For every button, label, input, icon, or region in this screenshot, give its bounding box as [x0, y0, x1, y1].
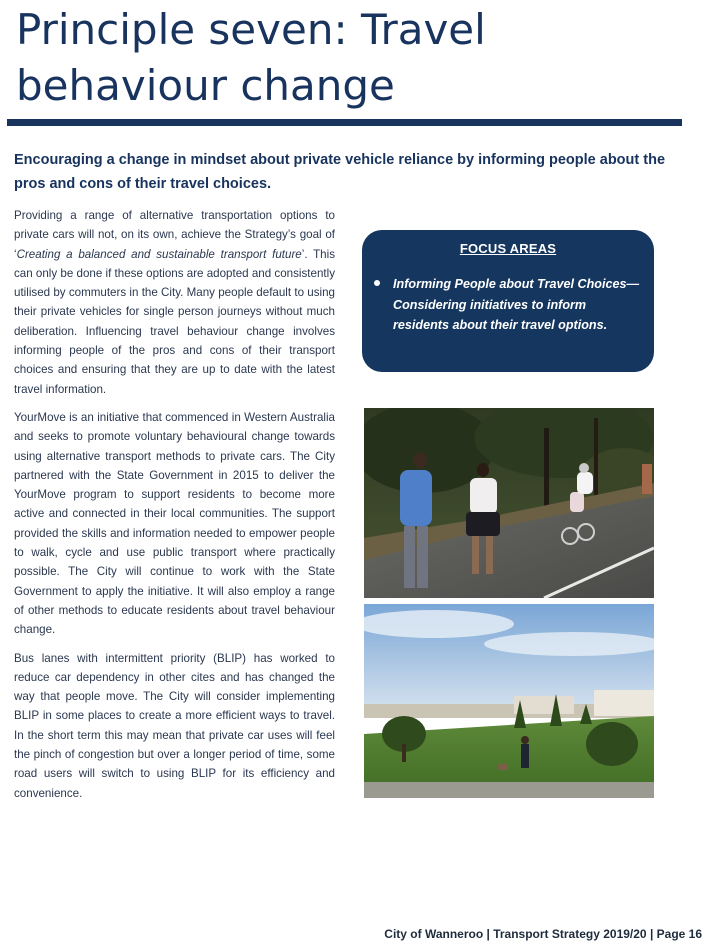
- focus-areas-box: [362, 230, 654, 372]
- photo-people-walking-cycling: [364, 408, 654, 598]
- body-text-column: [14, 206, 335, 812]
- paragraph-text: Providing a range of alternative transportation options to private cars will not, on its own, achieve the Strategy’s goal of ‘: [14, 209, 335, 261]
- focus-areas-heading: FOCUS AREAS: [459, 241, 557, 256]
- paragraph-yourmove: YourMove is an initiative that commenced in Western Australia and seeks to promote voluntary behavioural change towards using alternative transport methods to private cars. The City partnered with the State Government in 2015 to deliver the YourMove program to support residents to become more active and connected in their local communities. The support provided the skills and information needed to empower people to walk, cycle and use public transport where practically possible. The City will continue to work with the State Government to apply the initiative. It will also employ a range of other methods to educate residents about travel behaviour change.: [14, 410, 335, 637]
- focus-area-item: [374, 274, 644, 336]
- paragraph-blip: Bus lanes with intermittent priority (BLIP) has worked to reduce car dependency in other cites and has changed the way that people move. The City will consider implementing BLIP in some places to create a more efficient ways to travel. In the short term this may mean that private car uses will feel the pinch of congestion but over a longer period of time, some road users will switch to using BLIP for its efficiency and convenience.: [14, 651, 335, 800]
- bullet-icon: [374, 280, 380, 286]
- paragraph-text: ’. This can only be done if these options are adopted and consistently utilised by commuters in the City. Many people default to using their private vehicles for single person journeys without much deliberation. Influencing travel behaviour change involves informing people of the pros and cons of their transport choices and ensuring that they are up to date with the latest travel information.: [14, 247, 335, 396]
- strategy-goal-quote: Creating a balanced and sustainable transport future: [16, 247, 302, 261]
- paragraph-strategy-goal: [14, 206, 335, 399]
- title-divider: [7, 119, 682, 126]
- photo-coastal-park: [364, 604, 654, 798]
- focus-area-text: Informing People about Travel Choices—Considering initiatives to inform residents about their travel options.: [393, 277, 640, 332]
- page-title: Principle seven: Travel behaviour change: [16, 5, 486, 110]
- page-footer: City of Wanneroo | Transport Strategy 2019/20 | Page 16: [384, 927, 702, 941]
- lead-statement: Encouraging a change in mindset about private vehicle reliance by informing people about the pros and cons of their travel choices.: [14, 152, 666, 192]
